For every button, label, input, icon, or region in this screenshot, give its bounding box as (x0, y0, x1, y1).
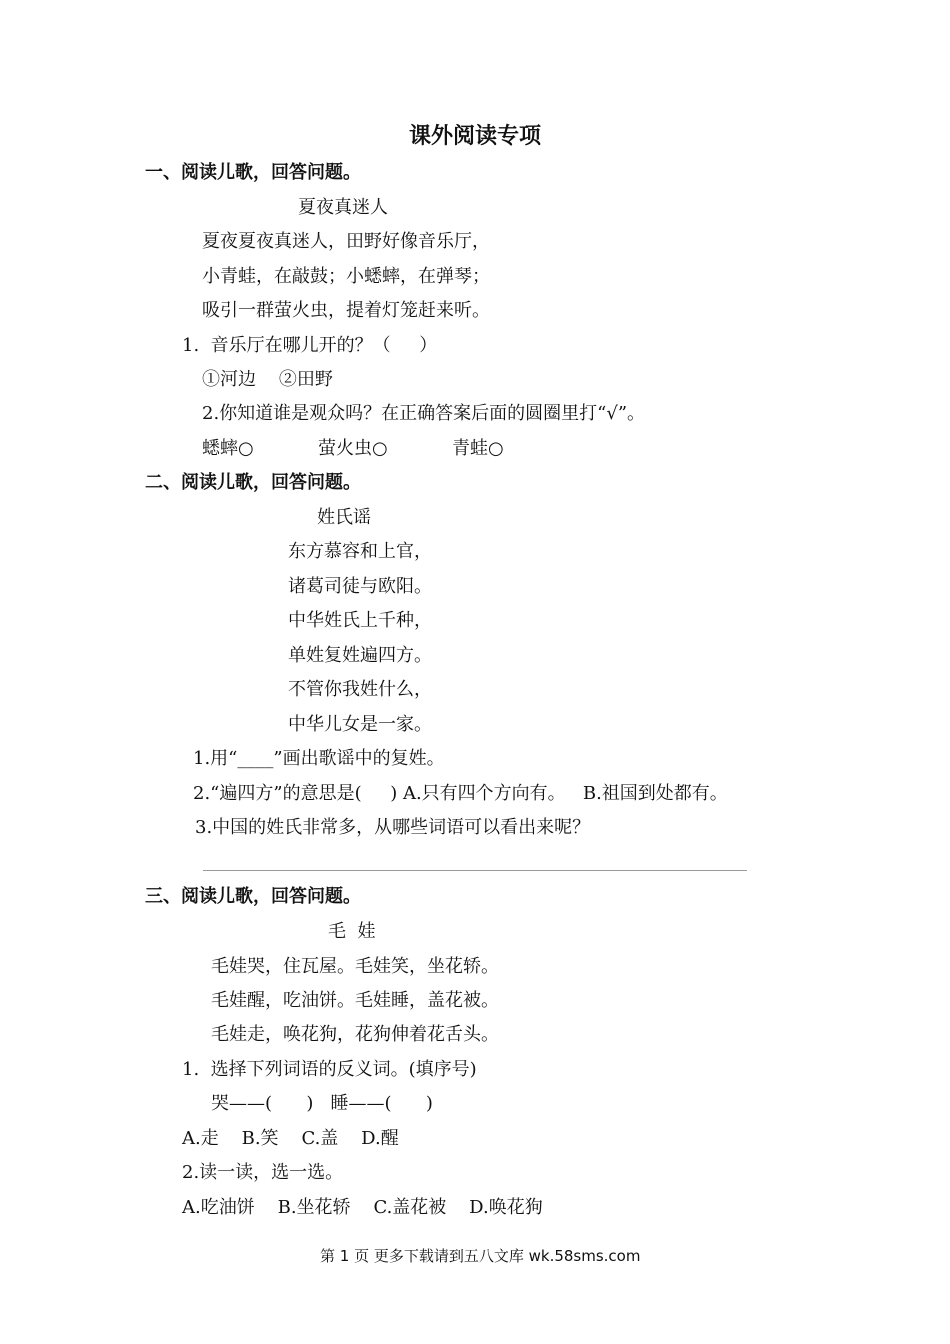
section1-poem-line: 夏夜夏夜真迷人，田野好像音乐厅， (202, 231, 490, 252)
section3-poem-title: 毛 娃 (328, 921, 376, 942)
section3-question-1: 1. 选择下列词语的反义词。(填序号) (182, 1059, 477, 1080)
page-title: 课外阅读专项 (409, 123, 542, 149)
answer-line (203, 870, 747, 871)
section3-poem-line: 毛娃哭，住瓦屋。毛娃笑，坐花轿。 (211, 956, 499, 977)
section1-poem-title: 夏夜真迷人 (298, 197, 388, 218)
section3-poem-line: 毛娃醒，吃油饼。毛娃睡，盖花被。 (211, 990, 499, 1011)
section1-poem-line: 小青蛙，在敲鼓；小蟋蟀，在弹琴； (202, 266, 490, 287)
section2-poem-line: 诸葛司徒与欧阳。 (288, 576, 432, 597)
section2-poem-line: 东方慕容和上官， (288, 541, 432, 562)
section2-question-3: 3.中国的姓氏非常多，从哪些词语可以看出来呢？ (195, 817, 591, 838)
section2-poem-line: 中华儿女是一家。 (288, 714, 432, 735)
section3-question-2-options: A.吃油饼 B.坐花轿 C.盖花被 D.唤花狗 (182, 1197, 543, 1218)
section1-question-1: 1. 音乐厅在哪儿开的？（ ） (182, 335, 438, 356)
section1-option-cricket: 蟋蟀○ (202, 438, 254, 459)
section1-option-frog: 青蛙○ (452, 438, 504, 459)
section1-question-2: 2.你知道谁是观众吗？在正确答案后面的圆圈里打“√”。 (202, 403, 646, 424)
section3-poem-line: 毛娃走，唤花狗，花狗伸着花舌头。 (211, 1024, 499, 1045)
section3-question-2: 2.读一读，选一选。 (182, 1162, 344, 1183)
section1-poem-line: 吸引一群萤火虫，提着灯笼赶来听。 (202, 300, 490, 321)
section1-heading: 一、阅读儿歌，回答问题。 (145, 162, 361, 183)
section3-question-1-blanks: 哭——( ) 睡——( ) (211, 1093, 433, 1114)
section2-question-1: 1.用“____”画出歌谣中的复姓。 (193, 748, 445, 769)
section1-option-firefly: 萤火虫○ (318, 438, 388, 459)
section3-question-1-options: A.走 B.笑 C.盖 D.醒 (182, 1128, 399, 1149)
section2-poem-title: 姓氏谣 (317, 507, 371, 528)
section2-heading: 二、阅读儿歌，回答问题。 (145, 472, 361, 493)
page-footer: 第 1 页 更多下载请到五八文库 wk.58sms.com (320, 1247, 641, 1265)
section1-question-1-options: ①河边 ②田野 (202, 369, 333, 390)
section2-poem-line: 单姓复姓遍四方。 (288, 645, 432, 666)
section2-poem-line: 不管你我姓什么， (288, 679, 432, 700)
section3-heading: 三、阅读儿歌，回答问题。 (145, 886, 361, 907)
section2-question-2: 2.“遍四方”的意思是( ) A.只有四个方向有。 B.祖国到处都有。 (193, 783, 728, 804)
section2-poem-line: 中华姓氏上千种， (288, 610, 432, 631)
